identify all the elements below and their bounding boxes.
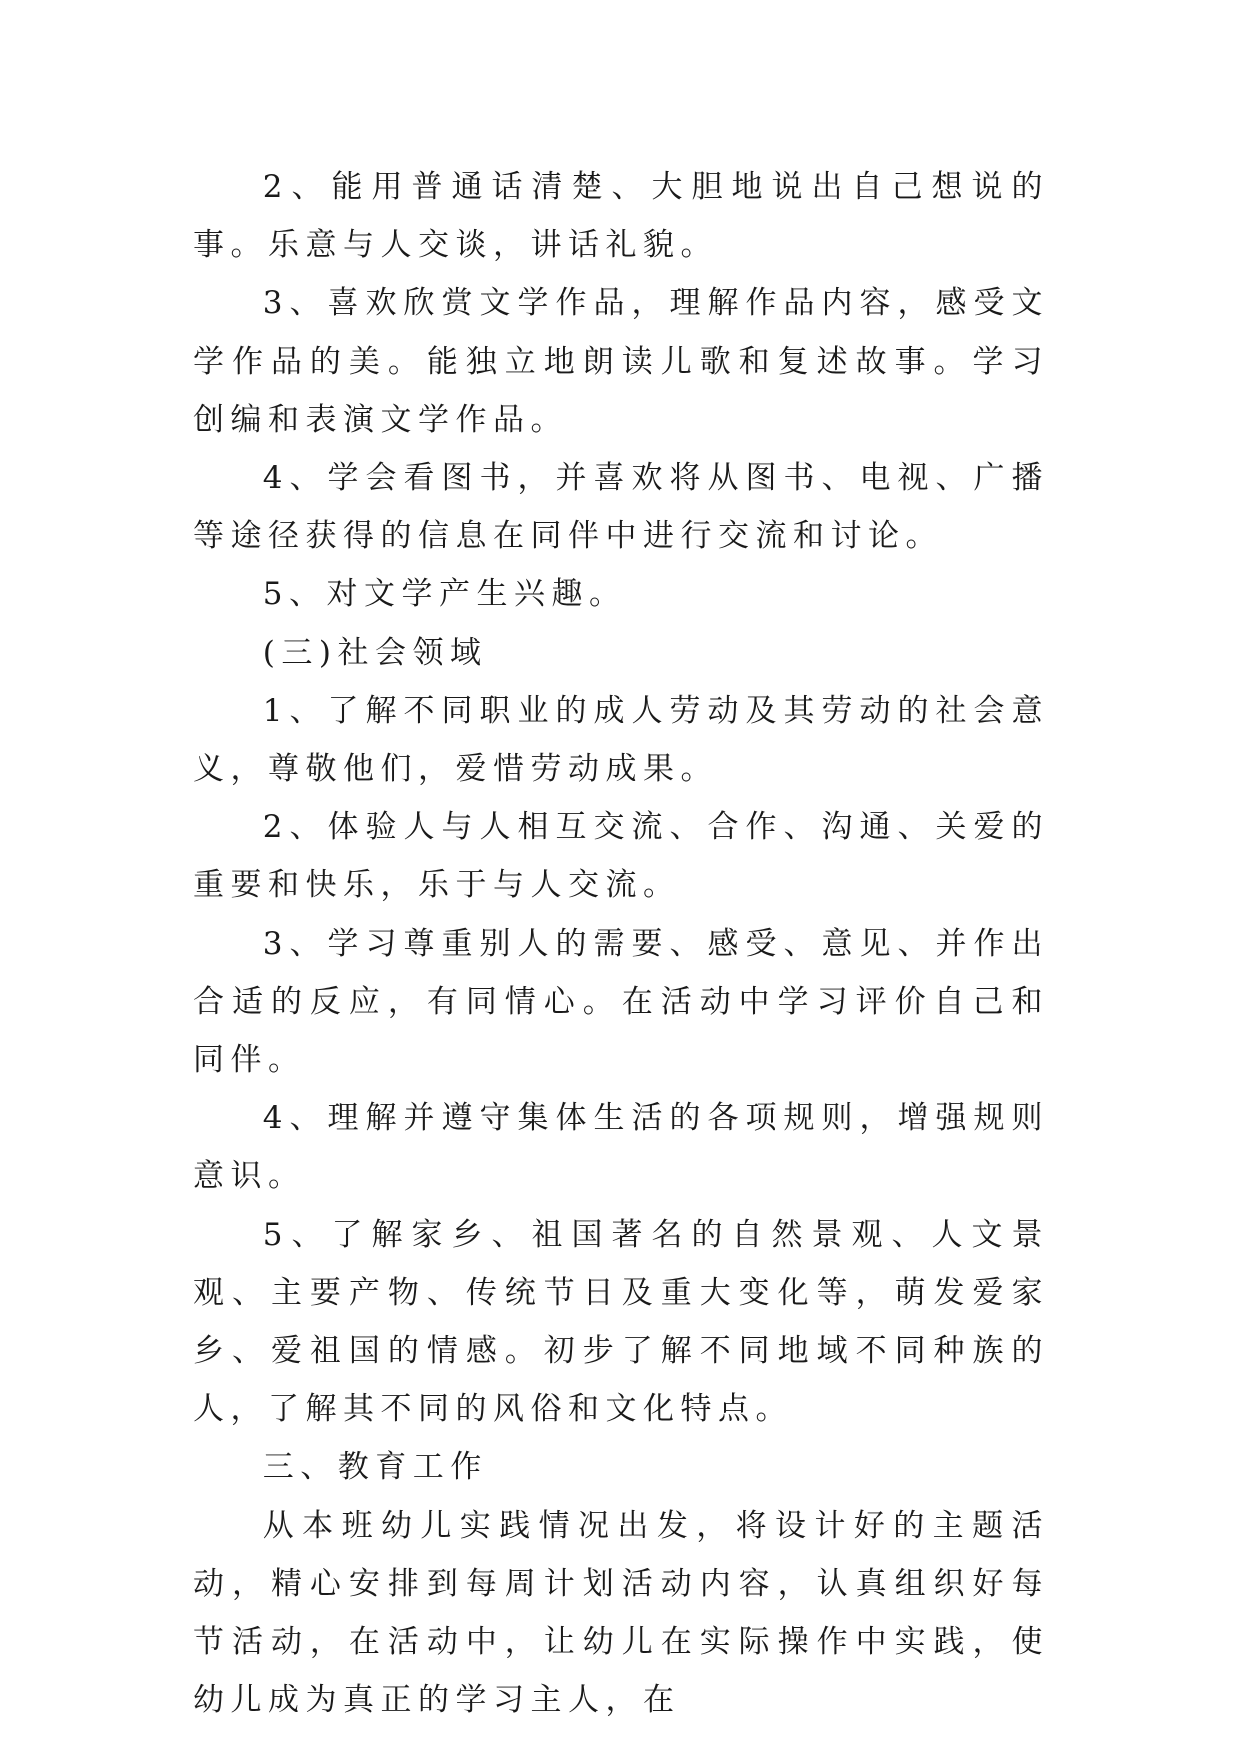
paragraph-language-goal-3: 3、喜欢欣赏文学作品，理解作品内容，感受文学作品的美。能独立地朗读儿歌和复述故事。学习创编和表演文学作品。 — [193, 285, 1049, 438]
paragraph-social-goal-1: 1、了解不同职业的成人劳动及其劳动的社会意义，尊敬他们，爱惜劳动成果。 — [193, 692, 1049, 788]
section-heading-education-work: 三、教育工作 — [262, 1449, 488, 1486]
paragraph-social-goal-4: 4、理解并遵守集体生活的各项规则，增强规则意识。 — [193, 1100, 1049, 1195]
document-body — [193, 158, 1049, 1729]
paragraph-social-goal-5: 5、了解家乡、祖国著名的自然景观、人文景观、主要产物、传统节日及重大变化等，萌发爱家乡、爱祖国的情感。初步了解不同地域不同种族的人，了解其不同的风俗和文化特点。 — [193, 1216, 1049, 1428]
section-heading-social: (三)社会领域 — [262, 634, 488, 671]
paragraph-language-goal-4: 4、学会看图书，并喜欢将从图书、电视、广播等途径获得的信息在同伴中进行交流和讨论。 — [193, 460, 1049, 555]
paragraph-social-goal-2: 2、体验人与人相互交流、合作、沟通、关爱的重要和快乐，乐于与人交流。 — [193, 809, 1049, 904]
paragraph-language-goal-2: 2、能用普通话清楚、大胆地说出自己想说的事。乐意与人交谈，讲话礼貌。 — [193, 169, 1049, 264]
paragraph-education-work: 从本班幼儿实践情况出发，将设计好的主题活动，精心安排到每周计划活动内容，认真组织好每节活动，在活动中，让幼儿在实际操作中实践，使幼儿成为真正的学习主人，在 — [193, 1507, 1049, 1719]
paragraph-language-goal-5: 5、对文学产生兴趣。 — [262, 576, 627, 613]
paragraph-social-goal-3: 3、学习尊重别人的需要、感受、意见、并作出合适的反应，有同情心。在活动中学习评价自己和同伴。 — [193, 925, 1049, 1079]
